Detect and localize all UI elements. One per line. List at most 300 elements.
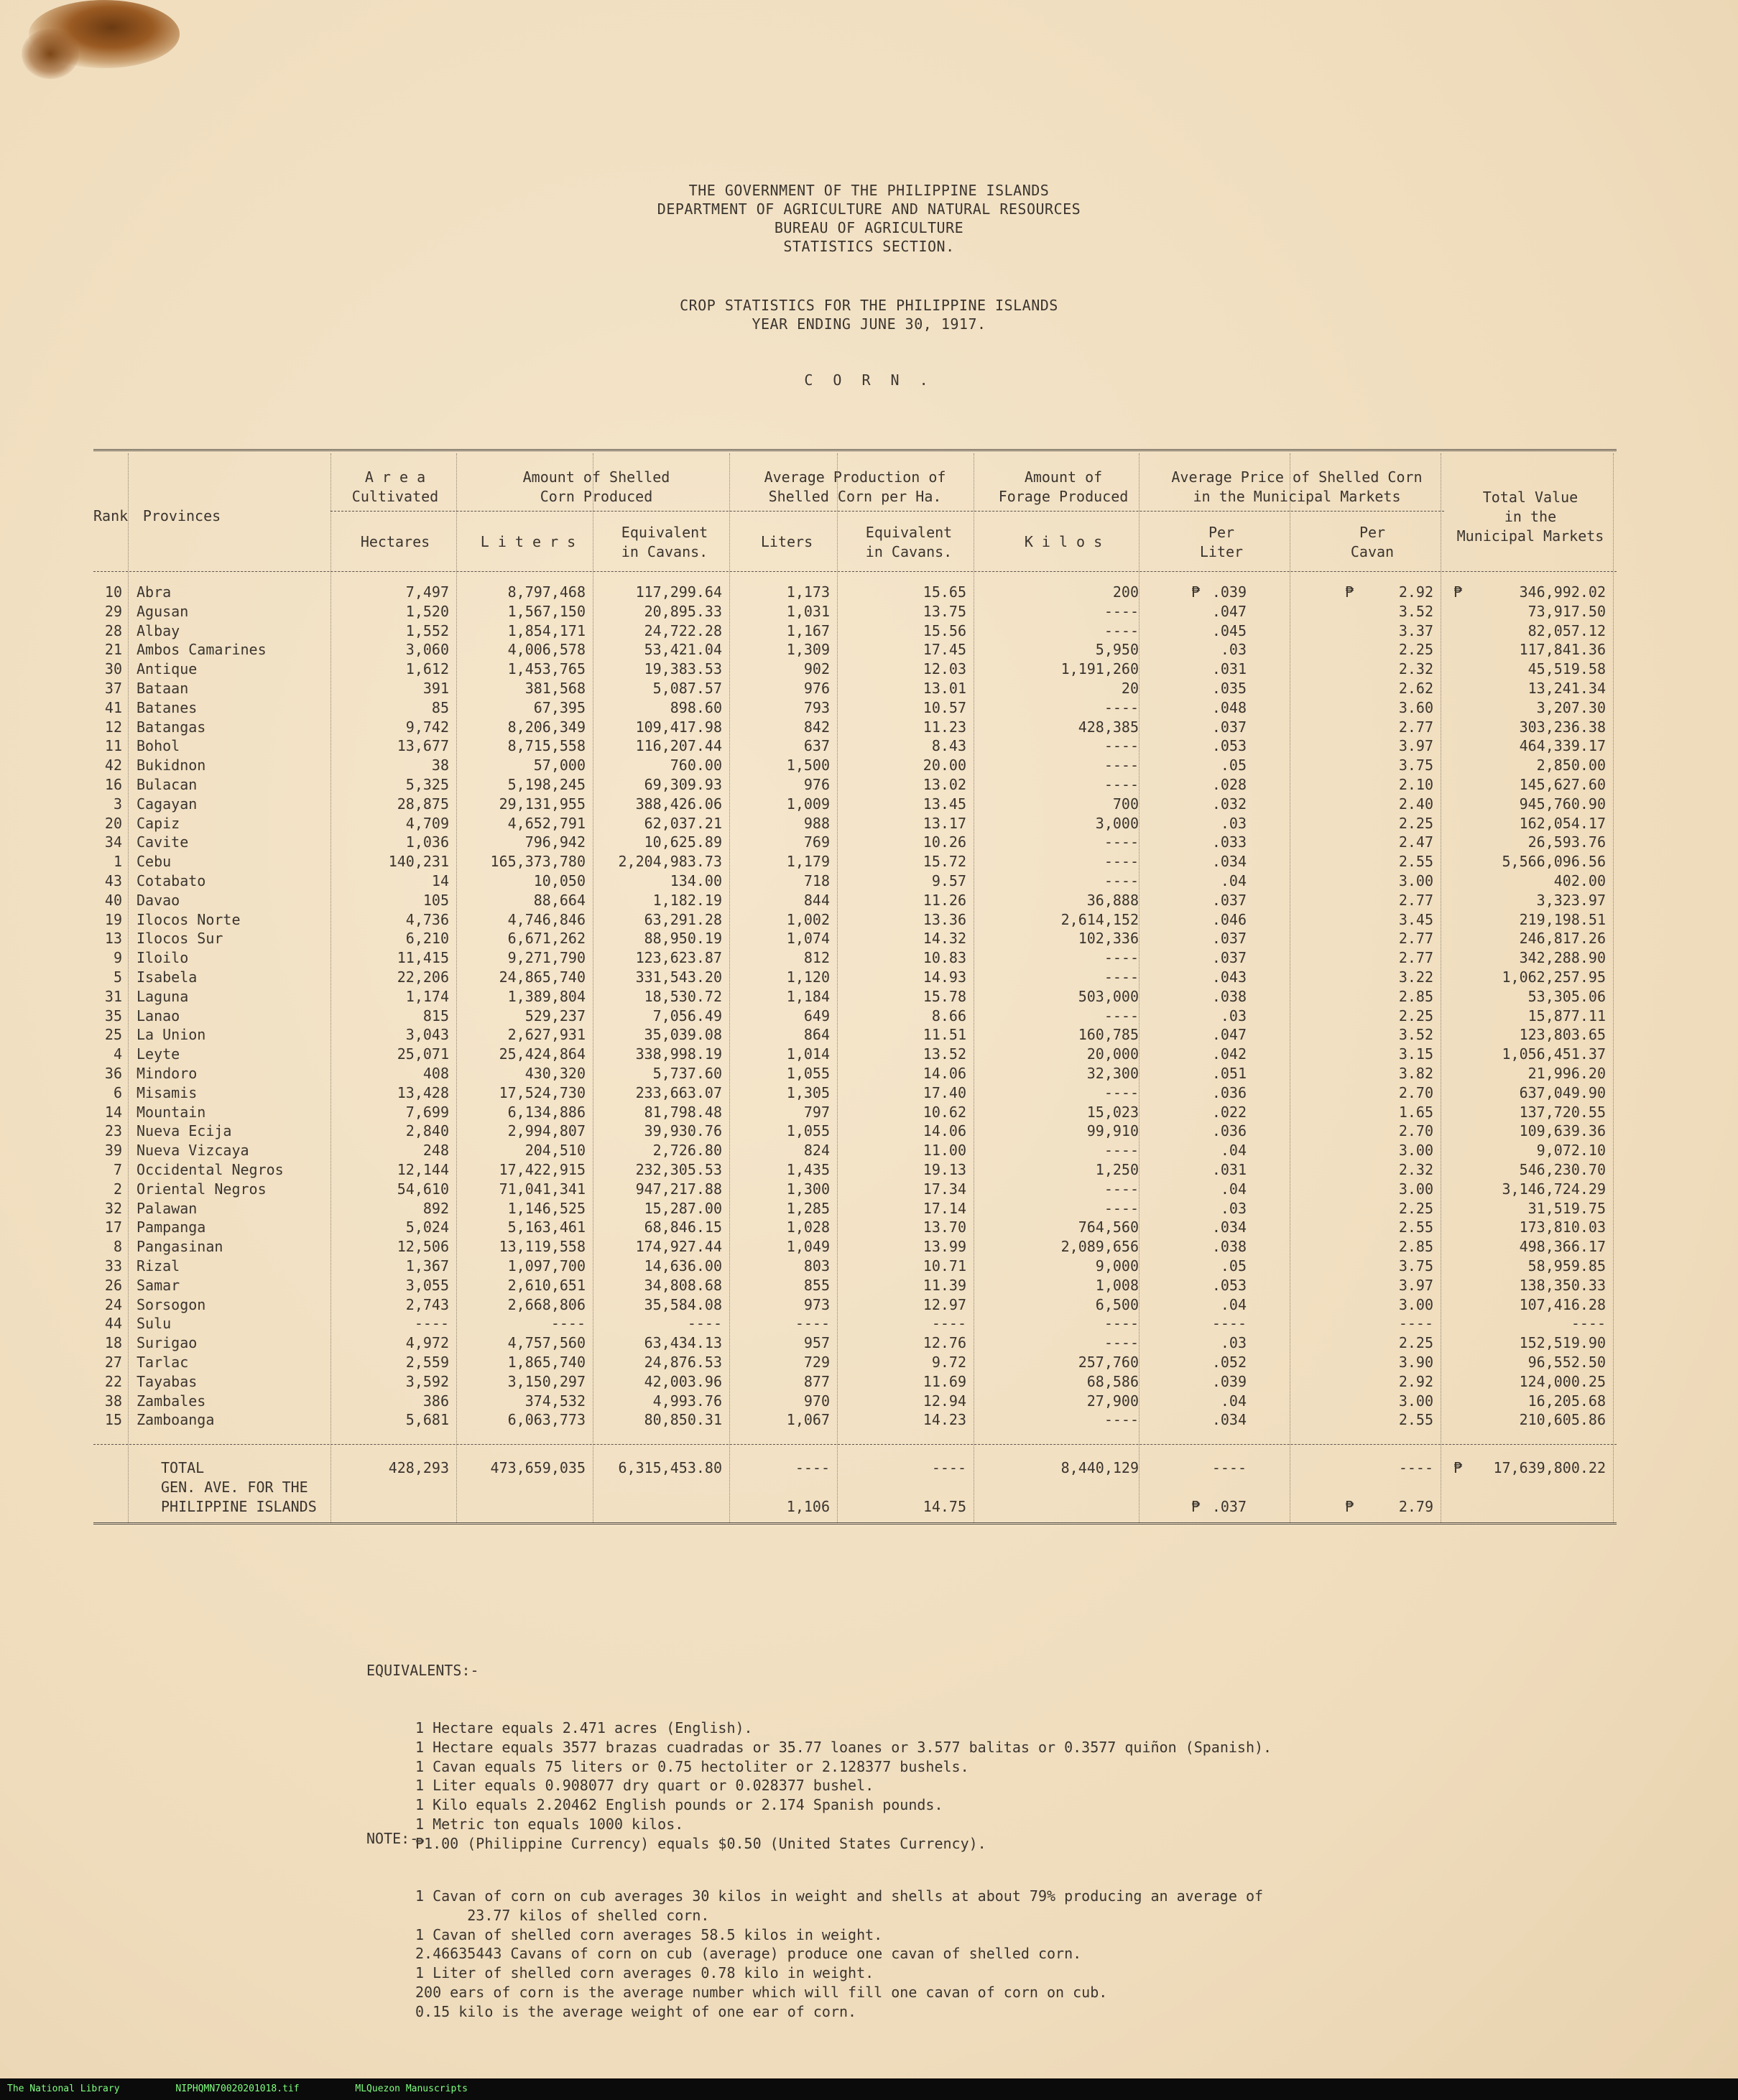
cell-kilos: 68,586	[1086, 1372, 1139, 1390]
peso-sign: ₱	[1453, 583, 1463, 601]
cell-lpha: 769	[803, 833, 830, 851]
col-liters-per-ha: Liters	[760, 533, 813, 550]
cell-rank: 29	[104, 602, 122, 620]
peso-sign: ₱	[1191, 583, 1201, 601]
table-top-rule	[93, 449, 1617, 451]
cell-cpha: 10.57	[923, 698, 966, 716]
equivalent-item: ₱1.00 (Philippine Currency) equals $0.50 (United States Currency).	[415, 1834, 986, 1852]
table-row	[93, 795, 1617, 814]
cell-hectares: 3,055	[405, 1276, 449, 1294]
cell-total: 13,241.34	[1527, 680, 1606, 697]
column-separator	[456, 453, 457, 1522]
col-forage: Amount of Forage Produced	[998, 468, 1129, 505]
cell-kilos: 6,500	[1095, 1295, 1139, 1313]
cell-pcavan: 3.00	[1398, 1180, 1433, 1198]
peso-sign: ₱	[1453, 1459, 1463, 1477]
cell-hectares: 2,840	[405, 1122, 449, 1140]
cell-lpha: 1,074	[786, 930, 830, 948]
table-row	[93, 1333, 1617, 1353]
cell-rank: 35	[104, 1007, 122, 1024]
cell-pcavan: 2.25	[1398, 814, 1433, 832]
cell-pliter: .038	[1211, 1238, 1247, 1256]
table-row	[93, 929, 1617, 948]
cell-liters: 8,715,558	[507, 737, 586, 755]
cell-hectares: 2,743	[405, 1295, 449, 1313]
cell-pcavan: 2.25	[1398, 1334, 1433, 1352]
cell-hectares: 85	[431, 698, 449, 716]
header-line: DEPARTMENT OF AGRICULTURE AND NATURAL RESOURCES	[657, 200, 1081, 218]
cell-province: Abra	[137, 583, 172, 601]
cell-cpha: 13.36	[923, 910, 966, 928]
table-row	[93, 1372, 1617, 1392]
cell-pcavan: ----	[1398, 1315, 1433, 1333]
cell-lpha: 1,002	[786, 910, 830, 928]
cell-lpha: 1,120	[786, 968, 830, 986]
cell-pcavan: 2.77	[1398, 949, 1433, 967]
cell-pliter: .034	[1211, 853, 1247, 871]
cell-total: 464,339.17	[1519, 737, 1606, 755]
cell-province: Pampanga	[137, 1218, 206, 1236]
cell-liters: 796,942	[524, 833, 586, 851]
table-row	[93, 1199, 1617, 1218]
cell-pcavan: 1.65	[1398, 1103, 1433, 1121]
cell-liters: 1,146,525	[507, 1199, 586, 1217]
cell-cpha: 20.00	[923, 757, 966, 774]
cell-pcavan: 2.70	[1398, 1122, 1433, 1140]
cell-province: Lanao	[137, 1007, 180, 1024]
cell-pliter: .047	[1211, 1026, 1247, 1044]
cell-kilos: 32,300	[1086, 1065, 1139, 1082]
cell-cavans: 1,182.19	[652, 891, 722, 909]
cell-rank: 20	[104, 814, 122, 832]
equivalent-item: 1 Kilo equals 2.20462 English pounds or 2.174 Spanish pounds.	[415, 1796, 943, 1814]
cell-cavans: 53,421.04	[644, 641, 722, 659]
cell-cavans: 109,417.98	[635, 718, 722, 736]
cell-pcavan: 2.70	[1398, 1083, 1433, 1101]
cell-lpha: 1,028	[786, 1218, 830, 1236]
burn-stain	[22, 29, 79, 79]
cell-rank: 40	[104, 891, 122, 909]
cell-lpha: 1,031	[786, 602, 830, 620]
cell-kilos: 20,000	[1086, 1045, 1139, 1063]
header-line: BUREAU OF AGRICULTURE	[774, 219, 964, 236]
cell-rank: 30	[104, 660, 122, 678]
totals-row	[93, 1458, 1617, 1478]
crop-title: C O R N .	[804, 371, 934, 389]
table-row	[93, 948, 1617, 968]
cell-cavans: 42,003.96	[644, 1372, 722, 1390]
cell-hectares: 2,559	[405, 1354, 449, 1371]
notes-section	[366, 1790, 1263, 2060]
cell-rank: 31	[104, 987, 122, 1005]
cell-total: 342,288.90	[1519, 949, 1606, 967]
cell-lpha: 637	[803, 737, 830, 755]
cell-liters: 2,627,931	[507, 1026, 586, 1044]
cell-rank: 39	[104, 1142, 122, 1160]
cell-cpha: 11.00	[923, 1142, 966, 1160]
cell-cavans: 331,543.20	[635, 968, 722, 986]
cell-lpha: 729	[803, 1354, 830, 1371]
cell-pcavan: 2.92	[1398, 1372, 1433, 1390]
table-row	[93, 852, 1617, 871]
cell-province: Batangas	[137, 718, 206, 736]
cell-rank: 17	[104, 1218, 122, 1236]
cell-kilos: ----	[1104, 1315, 1139, 1333]
cell-liters: 2,610,651	[507, 1276, 586, 1294]
table-row	[93, 1064, 1617, 1083]
cell-pcavan: 2.77	[1398, 891, 1433, 909]
cell-pliter: .052	[1211, 1354, 1247, 1371]
cell-cavans: 233,663.07	[635, 1083, 722, 1101]
cell-total-kilos: 8,440,129	[1060, 1459, 1139, 1477]
cell-pcavan: 2.47	[1398, 833, 1433, 851]
cell-kilos: ----	[1104, 1199, 1139, 1217]
cell-cpha: ----	[931, 1315, 966, 1333]
cell-rank: 41	[104, 698, 122, 716]
table-row	[93, 1103, 1617, 1122]
cell-total: 2,850.00	[1536, 757, 1606, 774]
cell-kilos: 9,000	[1095, 1257, 1139, 1275]
equivalent-item: 1 Metric ton equals 1000 kilos.	[415, 1815, 684, 1833]
cell-cpha: 11.23	[923, 718, 966, 736]
cell-total: 107,416.28	[1519, 1295, 1606, 1313]
cell-cavans: 34,808.68	[644, 1276, 722, 1294]
cell-cpha: 13.52	[923, 1045, 966, 1063]
cell-lpha: 842	[803, 718, 830, 736]
cell-cavans: 68,846.15	[644, 1218, 722, 1236]
cell-cpha: 10.71	[923, 1257, 966, 1275]
cell-kilos: ----	[1104, 1180, 1139, 1198]
cell-total: 3,207.30	[1536, 698, 1606, 716]
cell-rank: 38	[104, 1392, 122, 1410]
cell-avg-label2: PHILIPPINE ISLANDS	[161, 1497, 317, 1515]
cell-rank: 7	[113, 1161, 122, 1178]
cell-kilos: 428,385	[1078, 718, 1139, 736]
cell-total: 73,917.50	[1527, 602, 1606, 620]
cell-hectares: 54,610	[397, 1180, 449, 1198]
cell-lpha: 793	[803, 698, 830, 716]
cell-rank: 1	[113, 853, 122, 871]
cell-cavans: 5,737.60	[652, 1065, 722, 1082]
cell-liters: 2,994,807	[507, 1122, 586, 1140]
equivalent-item: 1 Cavan equals 75 liters or 0.75 hectoliter or 2.128377 bushels.	[415, 1757, 969, 1775]
cell-hectares: 22,206	[397, 968, 449, 986]
cell-liters: 17,422,915	[499, 1161, 586, 1178]
cell-hectares: 13,428	[397, 1083, 449, 1101]
cell-rank: 25	[104, 1026, 122, 1044]
cell-kilos: 2,089,656	[1060, 1238, 1139, 1256]
cell-lpha: 1,300	[786, 1180, 830, 1198]
cell-province: Cotabato	[137, 872, 206, 889]
cell-cavans: 19,383.53	[644, 660, 722, 678]
cell-cpha: 9.72	[931, 1354, 966, 1371]
cell-cavans: 4,993.76	[652, 1392, 722, 1410]
cell-liters: 6,671,262	[507, 930, 586, 948]
peso-sign: ₱	[1345, 583, 1354, 601]
cell-total: 138,350.33	[1519, 1276, 1606, 1294]
cell-liters: 13,119,558	[499, 1238, 586, 1256]
cell-lpha: 877	[803, 1372, 830, 1390]
cell-pcavan: 2.92	[1398, 583, 1433, 601]
cell-lpha: 970	[803, 1392, 830, 1410]
cell-pcavan: 3.00	[1398, 872, 1433, 889]
table-row	[93, 660, 1617, 679]
cell-province: Leyte	[137, 1045, 180, 1063]
cell-pliter: .034	[1211, 1411, 1247, 1429]
cell-lpha: 812	[803, 949, 830, 967]
cell-cavans: 232,305.53	[635, 1161, 722, 1178]
cell-total: 9,072.10	[1536, 1142, 1606, 1160]
cell-liters: 3,150,297	[507, 1372, 586, 1390]
cell-cpha: 10.26	[923, 833, 966, 851]
cell-pcavan: 2.77	[1398, 718, 1433, 736]
cell-cavans: 35,039.08	[644, 1026, 722, 1044]
cell-liters: 1,389,804	[507, 987, 586, 1005]
cell-total-liters: 473,659,035	[490, 1459, 586, 1477]
cell-cavans: 116,207.44	[635, 737, 722, 755]
equivalent-item: 1 Hectare equals 3577 brazas cuadradas or 35.77 loanes or 3.577 balitas or 0.3577 quiñon (Spanish).	[415, 1738, 1272, 1756]
cell-pcavan: 2.40	[1398, 795, 1433, 813]
cell-cavans: ----	[687, 1315, 722, 1333]
cell-pliter: .05	[1220, 1257, 1247, 1275]
cell-hectares: 248	[422, 1142, 449, 1160]
cell-total-pcavan: ----	[1398, 1459, 1433, 1477]
report-title	[0, 296, 1738, 333]
cell-liters: 71,041,341	[499, 1180, 586, 1198]
average-label-row	[93, 1478, 1617, 1497]
cell-cpha: 19.13	[923, 1161, 966, 1178]
cell-cpha: 15.56	[923, 621, 966, 639]
cell-cavans: 24,876.53	[644, 1354, 722, 1371]
cell-liters: 5,163,461	[507, 1218, 586, 1236]
cell-pcavan: 3.22	[1398, 968, 1433, 986]
cell-total: 145,627.60	[1519, 776, 1606, 793]
table-row	[93, 1160, 1617, 1180]
cell-liters: 4,006,578	[507, 641, 586, 659]
cell-pliter: .032	[1211, 795, 1247, 813]
equivalent-item: 1 Liter equals 0.908077 dry quart or 0.028377 bushel.	[415, 1777, 874, 1795]
cell-kilos: 27,900	[1086, 1392, 1139, 1410]
cell-cpha: 14.93	[923, 968, 966, 986]
table-row	[93, 1180, 1617, 1199]
cell-kilos: ----	[1104, 1007, 1139, 1024]
cell-liters: 204,510	[524, 1142, 586, 1160]
cell-lpha: 1,009	[786, 795, 830, 813]
cell-lpha: 976	[803, 680, 830, 697]
cell-cpha: 11.51	[923, 1026, 966, 1044]
cell-lpha: 844	[803, 891, 830, 909]
cell-province: Zamboanga	[137, 1411, 215, 1429]
footer-collection: MLQuezon Manuscripts	[355, 2083, 468, 2094]
cell-hectares: 28,875	[397, 795, 449, 813]
table-row	[93, 1392, 1617, 1411]
cell-total: 109,639.36	[1519, 1122, 1606, 1140]
cell-pliter: .022	[1211, 1103, 1247, 1121]
column-separator	[128, 453, 129, 1522]
cell-pliter: .031	[1211, 660, 1247, 678]
cell-lpha: 957	[803, 1334, 830, 1352]
cell-province: Ambos Camarines	[137, 641, 267, 659]
cell-kilos: ----	[1104, 621, 1139, 639]
cell-rank: 24	[104, 1295, 122, 1313]
cell-cavans: 7,056.49	[652, 1007, 722, 1024]
cell-cavans: 88,950.19	[644, 930, 722, 948]
cell-hectares: 4,736	[405, 910, 449, 928]
cell-cavans: 81,798.48	[644, 1103, 722, 1121]
cell-cpha: 13.75	[923, 602, 966, 620]
header-sub-rule	[331, 511, 1444, 512]
cell-pliter: .037	[1211, 949, 1247, 967]
cell-kilos: 503,000	[1078, 987, 1139, 1005]
cell-pcavan: 2.85	[1398, 987, 1433, 1005]
cell-total: 137,720.55	[1519, 1103, 1606, 1121]
cell-avg-lpha: 1,106	[786, 1497, 830, 1515]
cell-pliter: .036	[1211, 1083, 1247, 1101]
cell-total: 210,605.86	[1519, 1411, 1606, 1429]
cell-hectares: 1,552	[405, 621, 449, 639]
cell-pcavan: 2.77	[1398, 930, 1433, 948]
cell-hectares: 38	[431, 757, 449, 774]
cell-cpha: 8.66	[931, 1007, 966, 1024]
cell-province: Cebu	[137, 853, 172, 871]
note-item: 1 Cavan of shelled corn averages 58.5 kilos in weight.	[415, 1925, 883, 1943]
cell-kilos: 2,614,152	[1060, 910, 1139, 928]
cell-rank: 44	[104, 1315, 122, 1333]
cell-total: 31,519.75	[1527, 1199, 1606, 1217]
cell-hectares: 13,677	[397, 737, 449, 755]
table-row	[93, 621, 1617, 641]
notes-title: NOTE:-	[366, 1829, 419, 1847]
cell-cavans: 123,623.87	[635, 949, 722, 967]
cell-total: 637,049.90	[1519, 1083, 1606, 1101]
cell-province: Nueva Vizcaya	[137, 1142, 249, 1160]
cell-kilos: 257,760	[1078, 1354, 1139, 1371]
cell-lpha: 1,049	[786, 1238, 830, 1256]
cell-pliter: .03	[1220, 641, 1247, 659]
cell-kilos: 5,950	[1095, 641, 1139, 659]
cell-pcavan: 3.97	[1398, 737, 1433, 755]
cell-pliter: .033	[1211, 833, 1247, 851]
table-row	[93, 1045, 1617, 1064]
header-line: THE GOVERNMENT OF THE PHILIPPINE ISLANDS	[688, 182, 1050, 199]
note-item: 0.15 kilo is the average weight of one ear of corn.	[415, 2002, 857, 2020]
cell-total: 15,877.11	[1527, 1007, 1606, 1024]
cell-province: Surigao	[137, 1334, 198, 1352]
cell-liters: 4,746,846	[507, 910, 586, 928]
cell-total: 96,552.50	[1527, 1354, 1606, 1371]
cell-total: 82,057.12	[1527, 621, 1606, 639]
col-avg-production: Average Production of Shelled Corn per Ha.	[764, 468, 946, 505]
cell-total-pliter: ----	[1211, 1459, 1247, 1477]
cell-pliter: .053	[1211, 1276, 1247, 1294]
equivalents-title: EQUIVALENTS:-	[366, 1661, 479, 1679]
cell-cavans: 2,726.80	[652, 1142, 722, 1160]
cell-rank: 34	[104, 833, 122, 851]
cell-pliter: .04	[1220, 1295, 1247, 1313]
note-item: 1 Cavan of corn on cub averages 30 kilos in weight and shells at about 79% producing an average of	[415, 1887, 1264, 1905]
table-row	[93, 814, 1617, 833]
cell-cpha: 12.03	[923, 660, 966, 678]
cell-lpha: 1,055	[786, 1122, 830, 1140]
cell-cpha: 9.57	[931, 872, 966, 889]
cell-cpha: 15.72	[923, 853, 966, 871]
cell-rank: 10	[104, 583, 122, 601]
cell-liters: 4,757,560	[507, 1334, 586, 1352]
cell-cavans: 18,530.72	[644, 987, 722, 1005]
cell-province: Sorsogon	[137, 1295, 206, 1313]
cell-pliter: .036	[1211, 1122, 1247, 1140]
cell-hectares: 1,612	[405, 660, 449, 678]
cell-cavans: 947,217.88	[635, 1180, 722, 1198]
cell-cpha: 13.45	[923, 795, 966, 813]
cell-pcavan: 3.75	[1398, 1257, 1433, 1275]
cell-hectares: 5,681	[405, 1411, 449, 1429]
cell-pliter: .04	[1220, 1392, 1247, 1410]
cell-liters: 529,237	[524, 1007, 586, 1024]
cell-total: 21,996.20	[1527, 1065, 1606, 1082]
cell-hectares: 6,210	[405, 930, 449, 948]
cell-pliter: .035	[1211, 680, 1247, 697]
cell-cavans: 2,204,983.73	[618, 853, 722, 871]
cell-total-total: 17,639,800.22	[1493, 1459, 1606, 1477]
cell-rank: 27	[104, 1354, 122, 1371]
cell-hectares: 12,144	[397, 1161, 449, 1178]
cell-liters: 6,134,886	[507, 1103, 586, 1121]
cell-kilos: ----	[1104, 1334, 1139, 1352]
cell-kilos: ----	[1104, 833, 1139, 851]
cell-lpha: 902	[803, 660, 830, 678]
cell-hectares: 1,036	[405, 833, 449, 851]
col-rank: Rank	[93, 507, 129, 524]
cell-lpha: 988	[803, 814, 830, 832]
cell-hectares: 1,367	[405, 1257, 449, 1275]
cell-pliter: .037	[1211, 930, 1247, 948]
cell-cavans: 134.00	[670, 872, 722, 889]
cell-avg-pcavan: 2.79	[1398, 1497, 1433, 1515]
cell-hectares: 11,415	[397, 949, 449, 967]
table-row	[93, 910, 1617, 930]
cell-kilos: 1,191,260	[1060, 660, 1139, 678]
cell-pcavan: 2.32	[1398, 1161, 1433, 1178]
cell-pcavan: 2.62	[1398, 680, 1433, 697]
cell-cpha: 10.83	[923, 949, 966, 967]
cell-pliter: .051	[1211, 1065, 1247, 1082]
cell-lpha: 1,500	[786, 757, 830, 774]
cell-cavans: 174,927.44	[635, 1238, 722, 1256]
cell-kilos: ----	[1104, 602, 1139, 620]
cell-kilos: 160,785	[1078, 1026, 1139, 1044]
cell-cpha: 17.14	[923, 1199, 966, 1217]
col-kilos: K i l o s	[1024, 533, 1103, 550]
cell-province: Rizal	[137, 1257, 180, 1275]
cell-hectares: 408	[422, 1065, 449, 1082]
cell-total: 3,323.97	[1536, 891, 1606, 909]
cell-total: 45,519.58	[1527, 660, 1606, 678]
table-row	[93, 1314, 1617, 1333]
cell-kilos: ----	[1104, 1142, 1139, 1160]
cell-kilos: ----	[1104, 737, 1139, 755]
table-row	[93, 756, 1617, 775]
cell-lpha: 1,179	[786, 853, 830, 871]
cell-province: Bohol	[137, 737, 180, 755]
cell-cpha: 13.99	[923, 1238, 966, 1256]
cell-kilos: ----	[1104, 1411, 1139, 1429]
cell-pliter: .046	[1211, 910, 1247, 928]
cell-hectares: 892	[422, 1199, 449, 1217]
table-row	[93, 1276, 1617, 1295]
cell-pliter: .04	[1220, 1180, 1247, 1198]
cell-rank: 19	[104, 910, 122, 928]
